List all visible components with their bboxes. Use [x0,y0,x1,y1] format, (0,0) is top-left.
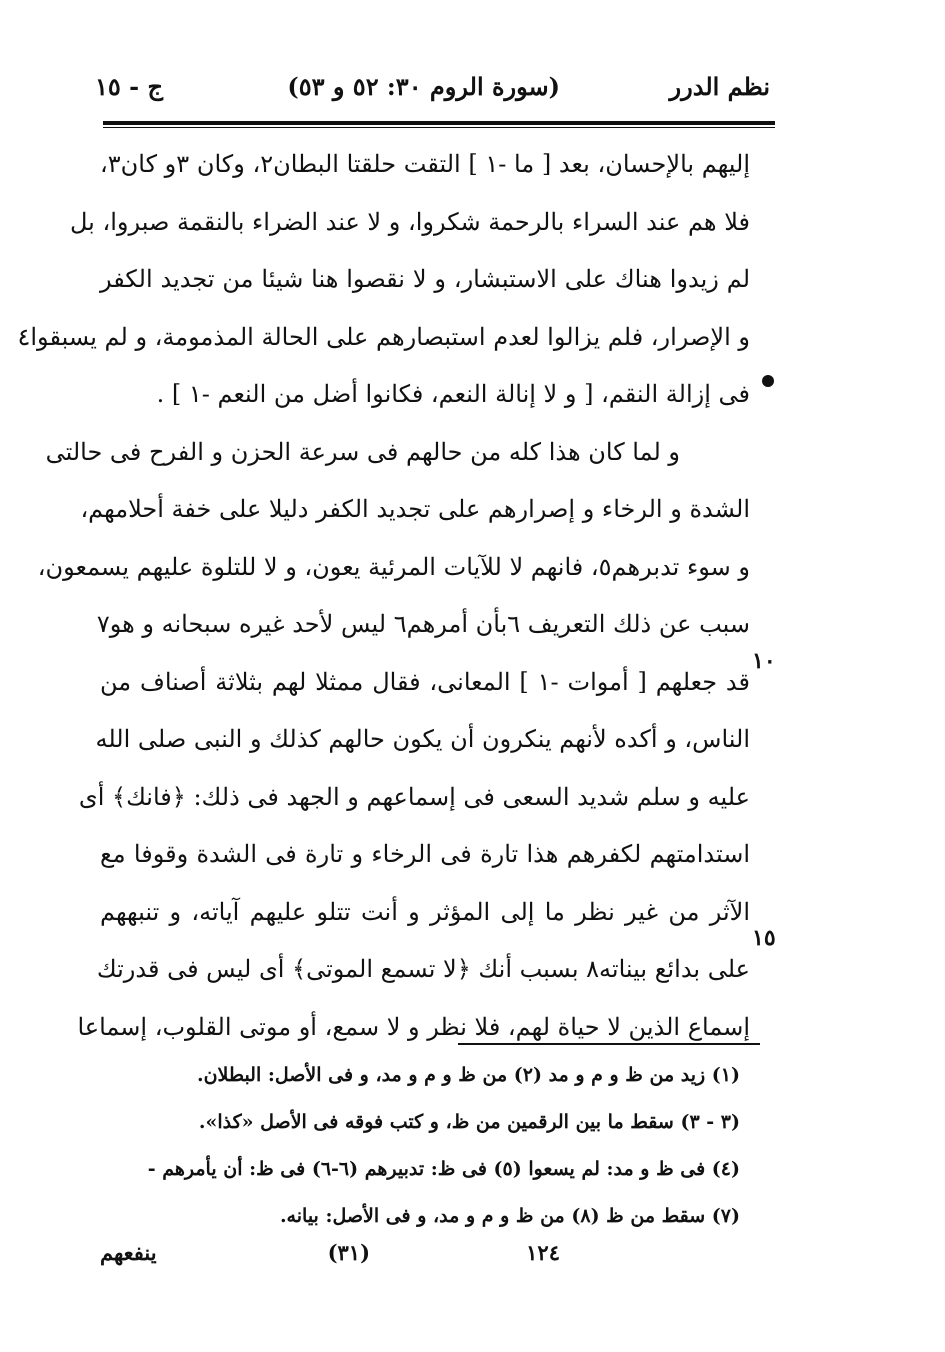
footnotes [147,1052,740,1240]
text-line: و لما كان هذا كله من حالهم فى سرعة الحزن و الفرح فى حالتى [45,437,680,466]
text-line: لم زيدوا هناك على الاستبشار، و لا نقصوا هنا شيئا من تجديد الكفر [100,265,750,293]
footnote-line: (١) زيد من ظ و م و مد (٢) من ظ و م و مد، و فى الأصل: البطلان. [196,1064,740,1086]
footnote-line: (٤) فى ظ و مد: لم يسعوا (٥) فى ظ: تدبيرهم (٦-٦) فى ظ: أن يأمرهم - [147,1158,740,1180]
text-line: فلا هم عند السراء بالرحمة شكروا، و لا عند الضراء بالنقمة صبروا، بل [69,207,750,236]
text-line: إسماع الذين لا حياة لهم، فلا نظر و لا سمع، أو موتى القلوب، إسماعا [77,1012,750,1041]
text-line: سبب عن ذلك التعريف ٦بأن أمرهم٦ ليس لأحد غيره سبحانه و هو٧ [96,610,750,638]
text-line: فى إزالة النقم، [ و لا إنالة النعم، فكانوا أضل من النعم -١ ] . [156,380,750,408]
footnote-line: (٣ - ٣) سقط ما بين الرقمين من ظ، و كتب فوقه فى الأصل «كذا». [198,1111,740,1133]
signature-mark: (٣١) [327,1240,370,1265]
catchword: ينفعهم [100,1240,157,1265]
line-number-15: ١٥ [752,925,776,951]
text-line: الشدة و الرخاء و إصرارهم على تجديد الكفر دليلا على خفة أحلامهم، [80,495,750,523]
text-line: الناس، و أكده لأنهم ينكرون أن يكون حالهم كذلك و النبى صلى الله [95,725,750,753]
volume-label: ج - ١٥ [95,72,163,101]
main-text [17,136,751,1056]
margin-bullet [762,375,774,387]
running-header [95,72,770,112]
text-line: على بدائع بيناته٨ بسبب أنك ﴿لا تسمع الموتى﴾ أى ليس فى قدرتك [96,955,750,983]
header-rule-thick [103,121,775,125]
header-rule-thin [103,127,775,128]
text-line: و سوء تدبرهم٥، فانهم لا للآيات المرئية يعون، و لا للتلوة عليهم يسمعون، [37,552,750,581]
page-footer [100,1240,560,1270]
surah-reference: (سورة الروم ٣٠: ٥٢ و ٥٣) [287,72,560,101]
footnote-line: (٧) سقط من ظ (٨) من ظ و م و مد، و فى الأصل: بيانه. [279,1205,740,1227]
text-line: قد جعلهم [ أموات -١ ] المعانى، فقال ممثلا لهم بثلاثة أصناف من [100,667,751,696]
page-number: ١٢٤ [526,1240,560,1265]
text-line: عليه و سلم شديد السعى فى إسماعهم و الجهد فى ذلك: ﴿فانك﴾ أى [78,782,750,811]
text-line: و الإصرار، فلم يزالوا لعدم استبصارهم على الحالة المذمومة، و لم يسبقوا٤ [17,322,750,351]
text-line: استدامتهم لكفرهم هذا تارة فى الرخاء و تارة فى الشدة وقوفا مع [100,840,750,868]
text-line: الآثر من غير نظر ما إلى المؤثر و أنت تتلو عليهم آياته، و تنبههم [100,897,750,926]
line-number-10: ١٠ [752,648,776,674]
text-line: إليهم بالإحسان، بعد [ ما -١ ] التقت حلقتا البطان٢، وكان ٣و كان٣، [100,150,750,178]
book-title: نظم الدرر [669,72,770,101]
footnote-rule [458,1043,760,1045]
